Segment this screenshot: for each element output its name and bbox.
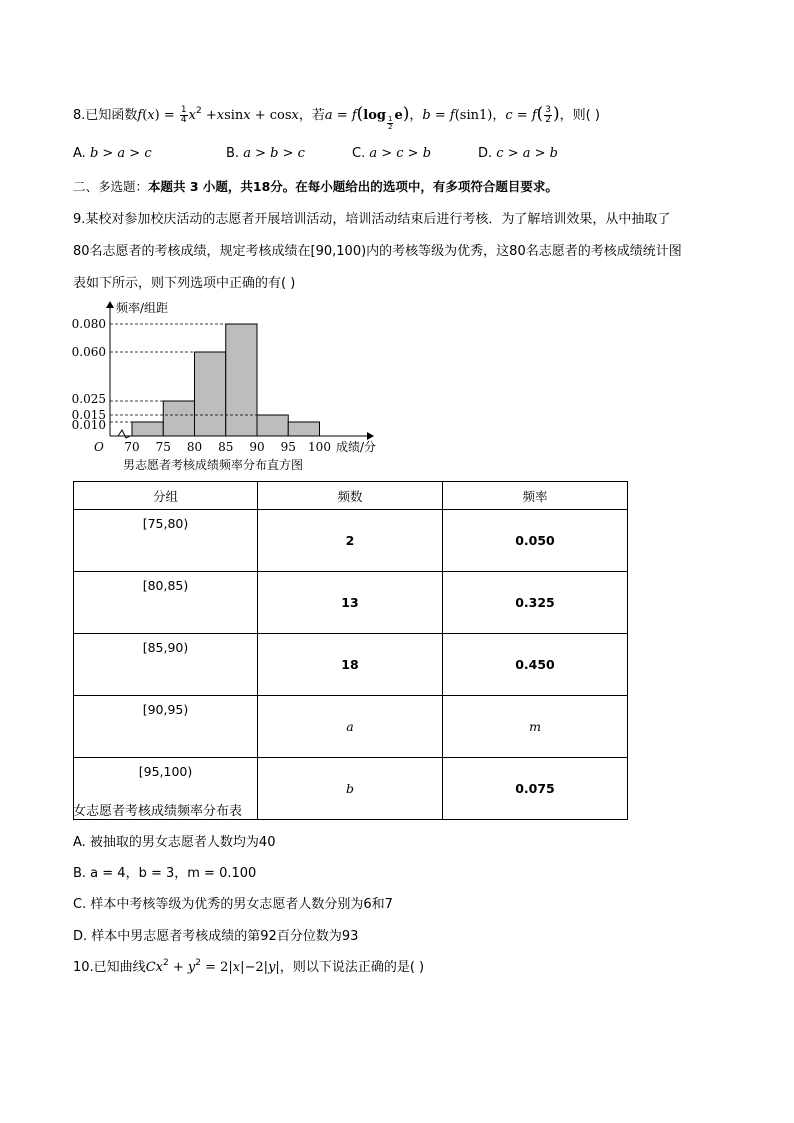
table-header-row	[74, 482, 628, 510]
cell-group: [80,85)	[74, 572, 258, 634]
q8-stem-suffix: ，则( )	[559, 108, 600, 123]
q8-option-d: D. c > a > b	[478, 146, 558, 161]
cell-freq: 0.075	[443, 758, 628, 820]
table-caption: 女志愿者考核成绩频率分布表	[73, 804, 243, 819]
x-tick-label: 90	[249, 440, 265, 454]
q10-prefix: 10.已知曲线	[73, 960, 146, 975]
cell-count: 2	[258, 510, 443, 572]
histogram-bar	[163, 401, 194, 436]
y-tick-label: 0.025	[71, 392, 106, 406]
y-tick-label: 0.060	[71, 345, 106, 359]
q8-stem-prefix: 8.已知函数	[73, 108, 138, 123]
q8-if-text: ，若	[298, 108, 325, 123]
q8-option-a: A. b > a > c	[73, 146, 152, 161]
table-row	[74, 510, 628, 572]
chart-title: 男志愿者考核成绩频率分布直方图	[123, 458, 304, 472]
x-tick-label: 100	[308, 440, 331, 454]
q9-option-c: C. 样本中考核等级为优秀的男女志愿者人数分别为6和7	[73, 897, 393, 912]
table-row	[74, 696, 628, 758]
cell-group: [90,95)	[74, 696, 258, 758]
male-histogram	[68, 296, 398, 476]
y-tick-label: 0.080	[71, 317, 106, 331]
y-axis-label: 频率/组距	[116, 301, 169, 315]
histogram-bar	[288, 422, 319, 436]
cell-count: b	[258, 758, 443, 820]
q9-option-d: D. 样本中男志愿者考核成绩的第92百分位数为93	[73, 929, 359, 944]
cell-freq: 0.050	[443, 510, 628, 572]
q9-line-1: 9.某校对参加校庆活动的志愿者开展培训活动，培训活动结束后进行考核．为了解培训效果，从中抽取了	[73, 212, 671, 227]
q9-line-2: 80名志愿者的考核成绩，规定考核成绩在[90,100)内的考核等级为优秀，这80名志愿者的考核成绩统计图	[73, 244, 682, 259]
histogram-bar	[195, 352, 226, 436]
header-freq: 频率	[443, 482, 628, 510]
cell-group: [95,100)	[74, 758, 258, 820]
x-tick-label: 75	[155, 440, 171, 454]
table-row	[74, 572, 628, 634]
x-tick-label: 95	[280, 440, 296, 454]
q8-function-expr: f	[137, 108, 143, 123]
header-count: 频数	[258, 482, 443, 510]
histogram-bar	[226, 324, 257, 436]
cell-group: [75,80)	[74, 510, 258, 572]
q9-option-b: B. a = 4，b = 3，m = 0.100	[73, 866, 257, 881]
female-frequency-table	[73, 481, 628, 820]
cell-count: 18	[258, 634, 443, 696]
cell-freq: 0.325	[443, 572, 628, 634]
cell-group: [85,90)	[74, 634, 258, 696]
q8-option-b: B. a > b > c	[226, 146, 305, 161]
cell-freq: m	[443, 696, 628, 758]
x-tick-label: 70	[124, 440, 140, 454]
y-tick-label: 0.010	[71, 418, 106, 432]
x-axis-label: 成绩/分	[336, 440, 377, 454]
q9-line-3: 表如下所示，则下列选项中正确的有( )	[73, 276, 296, 291]
q10-curve-expr: Cx	[145, 960, 163, 975]
q8-options	[73, 146, 673, 164]
q8-stem: 8.已知函数f(x) = $\frac{1}{4}$ $x^2 +xsinx + \cos x$，若a = f(log $_{\frac{1}{2}}$ e)，b = f(sin1)，c = f( $\frac{3}{2}$ )，则( )	[73, 104, 600, 131]
table-row	[74, 634, 628, 696]
header-group: 分组	[74, 482, 258, 510]
section2-prefix: 二、多选题：	[73, 179, 149, 194]
histogram-bar	[132, 422, 163, 436]
section2-instruction: 本题共 3 小题，共18分。在每小题给出的选项中，有多项符合题目要求。	[148, 179, 558, 194]
cell-count: 13	[258, 572, 443, 634]
q9-option-a: A. 被抽取的男女志愿者人数均为40	[73, 835, 276, 850]
cell-freq: 0.450	[443, 634, 628, 696]
y-tick-label: 0.015	[71, 408, 106, 422]
histogram-bar	[257, 415, 288, 436]
q10-suffix: ，则以下说法正确的是( )	[279, 960, 425, 975]
q8-option-c: C. a > c > b	[352, 146, 432, 161]
axis-break-icon	[118, 430, 130, 438]
x-tick-label: 80	[186, 440, 203, 454]
section2-heading	[73, 177, 558, 195]
origin-label: O	[94, 440, 104, 454]
x-tick-label: 85	[218, 440, 234, 454]
q10-stem: 10.已知曲线$Cx^2 + y^2 = 2|x|-2|y|$，则以下说法正确的是( )	[73, 958, 425, 975]
cell-count: a	[258, 696, 443, 758]
fraction-one-quarter: $\frac{1}{4}$	[180, 105, 187, 125]
